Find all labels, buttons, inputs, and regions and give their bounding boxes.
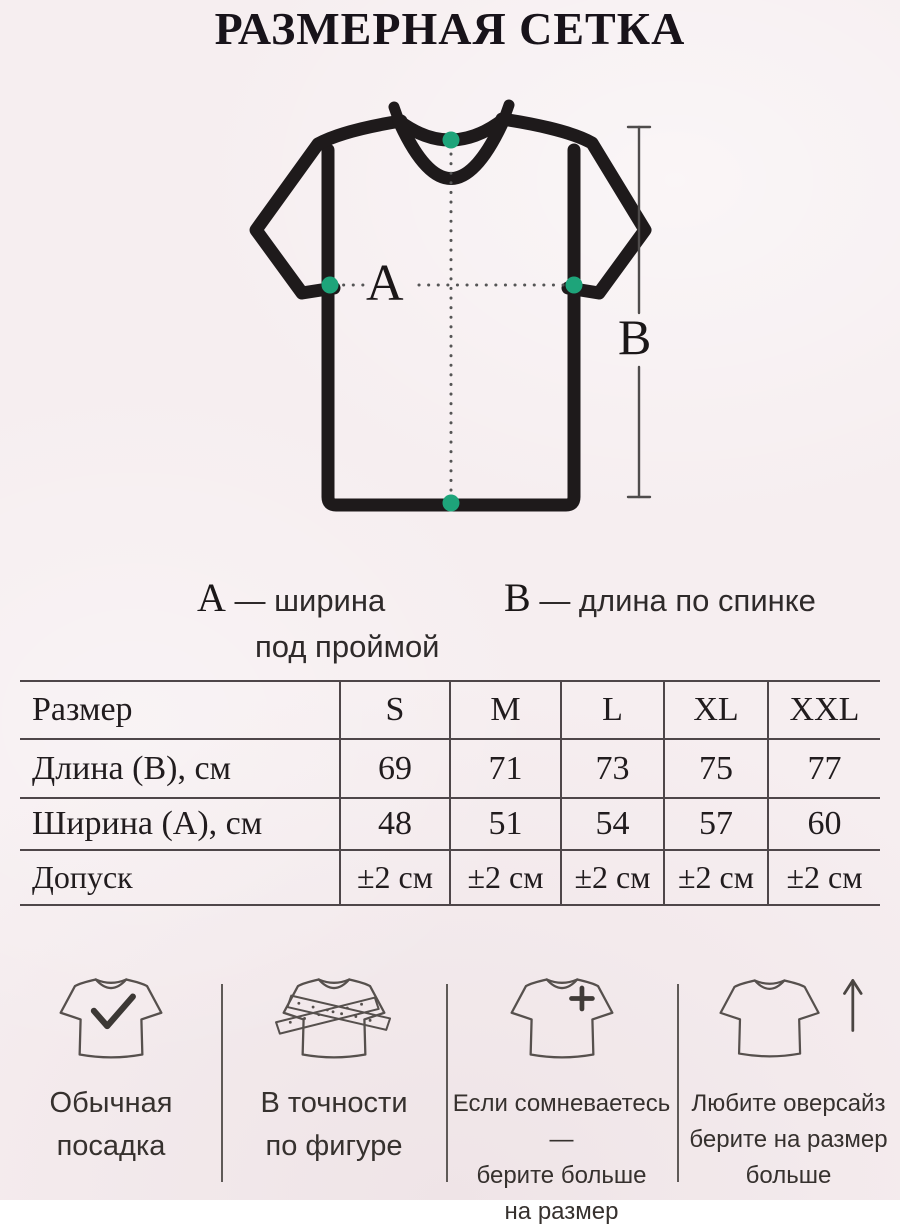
row-label: Длина (В), см <box>32 749 232 787</box>
measure-point-right-armpit <box>566 277 583 294</box>
cell-value: 71 <box>450 739 561 798</box>
caption-line: В точности <box>260 1087 408 1119</box>
fit-caption <box>677 1086 900 1194</box>
size-table-header-xl: XL <box>664 681 768 739</box>
cell-value: 77 <box>768 739 880 798</box>
legend-width-letter: А <box>197 575 226 620</box>
legend-width-text: — ширина <box>234 583 386 618</box>
measure-point-left-armpit <box>322 277 339 294</box>
fit-item-size-up <box>446 958 677 1225</box>
measure-label-a: А <box>366 255 404 312</box>
cell-value: 48 <box>340 798 450 850</box>
size-table-header-xxl: XXL <box>768 681 880 739</box>
tshirt-collar-tick-left <box>394 107 399 121</box>
legend-length-letter: В <box>504 575 531 620</box>
cell-value: 54 <box>561 798 664 850</box>
measure-points <box>322 132 583 512</box>
size-table-header-row <box>20 681 880 739</box>
fit-caption <box>222 1082 446 1168</box>
caption-line: больше <box>745 1162 832 1189</box>
cell-value: ±2 см <box>450 850 561 905</box>
table-row-length <box>20 739 880 798</box>
size-table-header-label: Размер <box>32 691 133 728</box>
plus-mark <box>571 988 592 1009</box>
fit-item-true-to-size <box>222 958 446 1200</box>
legend-width-line2: под проймой <box>255 629 440 664</box>
tshirt-measurement-diagram <box>230 103 675 558</box>
tshirt-outline-icon <box>230 103 675 558</box>
cell-value: 75 <box>664 739 768 798</box>
legend-length <box>504 574 816 621</box>
row-label: Ширина (А), см <box>32 805 263 842</box>
legend-length-text: — длина по спинке <box>539 583 816 618</box>
cell-value: ±2 см <box>561 850 664 905</box>
tshirt-check-icon <box>52 970 170 1065</box>
cell-value: ±2 см <box>340 850 450 905</box>
tshirt-collar-tick-right <box>504 105 509 119</box>
cell-value: ±2 см <box>768 850 880 905</box>
caption-line: берите больше <box>476 1162 647 1189</box>
table-row-width <box>20 798 880 850</box>
cell-value: 73 <box>561 739 664 798</box>
size-table-header-m: M <box>450 681 561 739</box>
measure-point-hem <box>443 495 460 512</box>
fit-caption <box>0 1082 222 1168</box>
size-table-header-s: S <box>340 681 450 739</box>
tshirt-tape-icon <box>272 970 396 1065</box>
check-mark <box>94 997 133 1026</box>
cell-value: 57 <box>664 798 768 850</box>
caption-line: посадка <box>56 1130 166 1162</box>
table-row-tolerance <box>20 850 880 905</box>
caption-line: Если сомневаетесь — <box>452 1090 671 1153</box>
tshirt-arrow-icon <box>703 970 875 1065</box>
fit-guide-section <box>0 958 900 1225</box>
cell-value: ±2 см <box>664 850 768 905</box>
size-table <box>20 680 880 906</box>
cell-value: 51 <box>450 798 561 850</box>
measure-label-b: В <box>618 309 652 365</box>
measuring-tape <box>276 996 390 1034</box>
up-arrow <box>844 981 861 1031</box>
size-table-header-l: L <box>561 681 664 739</box>
fit-item-oversize <box>677 958 900 1200</box>
measure-point-neck <box>443 132 460 149</box>
caption-line: по фигуре <box>265 1130 403 1162</box>
page-title: РАЗМЕРНАЯ СЕТКА <box>214 3 686 54</box>
caption-line: берите на размер <box>689 1126 888 1153</box>
row-label: Допуск <box>32 859 133 895</box>
tshirt-plus-icon <box>503 970 621 1065</box>
fit-caption <box>446 1086 677 1230</box>
legend-width <box>197 574 440 665</box>
cell-value: 69 <box>340 739 450 798</box>
fit-item-regular <box>0 958 222 1200</box>
cell-value: 60 <box>768 798 880 850</box>
caption-line: на размер <box>504 1198 619 1225</box>
caption-line: Обычная <box>49 1087 173 1119</box>
caption-line: Любите оверсайз <box>691 1090 886 1117</box>
